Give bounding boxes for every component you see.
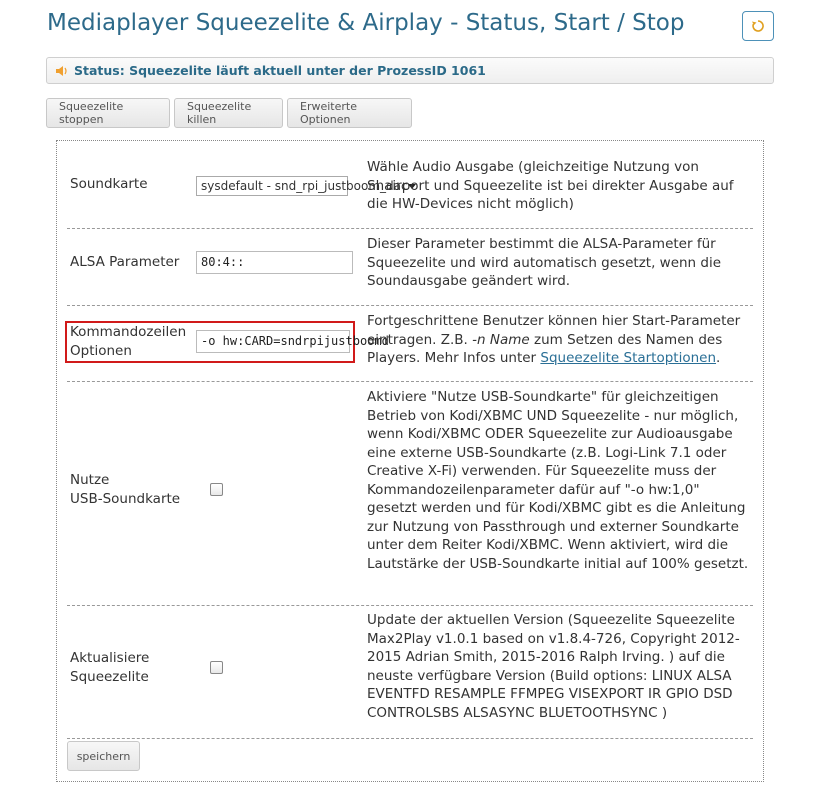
alsa-description: Dieser Parameter bestimmt die ALSA-Parameter für Squeezelite und wird automatisch gesetzt, wenn die Soundausgabe geändert wird. [367, 236, 722, 289]
cmdline-desc-text: Fortgeschrittene Benutzer können hier Start-Parameter eintragen. Z.B. [367, 313, 741, 348]
alsa-label: ALSA Parameter [70, 254, 180, 270]
settings-form [56, 140, 764, 782]
row-cmdline [67, 306, 753, 382]
refresh-button[interactable] [742, 11, 774, 41]
usb-label-line2: USB-Soundkarte [70, 491, 181, 507]
cmdline-desc-text2: zum Setzen des Namen des Players. Mehr Infos unter [367, 331, 723, 366]
save-button[interactable]: speichern [67, 741, 140, 771]
cmdline-description [367, 312, 753, 368]
update-squeezelite-checkbox[interactable] [210, 661, 223, 674]
usb-soundcard-checkbox[interactable] [210, 483, 223, 496]
usb-label-line1: Nutze [70, 472, 110, 488]
action-buttons [46, 98, 412, 128]
kill-squeezelite-button[interactable]: Squeezelite killen [174, 98, 283, 128]
soundcard-label: Soundkarte [70, 176, 148, 192]
status-text: Status: Squeezelite läuft aktuell unter der ProzessID 1061 [74, 63, 486, 78]
update-description: Update der aktuellen Version (Squeezelite Squeezelite Max2Play v1.0.1 based on v1.8.4-726, Copyright 2012-2015 Adrian Smith, 2015-2016 Ralph Irving. ) auf die neuste verfügbare Version (Build options: LINUX ALSA EVENTFD RESAMPLE FFMPEG VISEXPORT IR GPIO DSD CONTROLSBS ALSASYNC BLUETOOTHSYNC ) [367, 612, 740, 721]
row-soundcard [67, 151, 753, 229]
usb-description: Aktiviere "Nutze USB-Soundkarte" für gleichzeitigen Betrieb von Kodi/XBMC UND Squeezelite - nur möglich, wenn Kodi/XBMC ODER Squeezelite zur Audioausgabe eine externe USB-Soundkarte (z.B. Logi-Link 7.1 oder Creative X-Fi) verwenden. Für Squeezelite muss der Kommandozeilenparameter dafür auf "-o hw:1,0" gesetzt werden und für Kodi/XBMC gibt es die Anleitung zur Nutzung von Passthrough und externer Soundkarte unter dem Reiter Kodi/XBMC. Wenn aktiviert, wird die Lautstärke der USB-Soundkarte initial auf 100% gesetzt. [367, 389, 749, 572]
cmdline-desc-end: . [716, 350, 721, 366]
advanced-options-button[interactable]: Erweiterte Optionen [287, 98, 412, 128]
refresh-icon [751, 19, 765, 33]
row-usb [67, 382, 753, 606]
page-title: Mediaplayer Squeezelite & Airplay - Status, Start / Stop [47, 10, 685, 36]
alsa-input[interactable]: 80:4:: [196, 251, 353, 274]
update-label-line1: Aktualisiere [70, 650, 150, 666]
startoptions-link[interactable]: Squeezelite Startoptionen [540, 350, 717, 366]
soundcard-select[interactable] [196, 176, 408, 196]
cmdline-label-line2: Optionen [70, 343, 132, 359]
soundcard-description: Wähle Audio Ausgabe (gleichzeitige Nutzung von Shairport und Squeezelite ist bei direkter Ausgabe auf die HW-Devices nicht möglich) [367, 159, 734, 212]
soundcard-select-value: sysdefault - snd_rpi_justboom_dac [201, 179, 408, 193]
stop-squeezelite-button[interactable]: Squeezelite stoppen [46, 98, 170, 128]
cmdline-label-line1: Kommandozeilen [70, 324, 187, 340]
speaker-icon [55, 65, 69, 77]
cmdline-desc-italic: -n Name [472, 331, 530, 348]
row-update [67, 606, 753, 739]
row-alsa [67, 229, 753, 306]
update-label-line2: Squeezelite [70, 669, 149, 685]
cmdline-input[interactable]: -o hw:CARD=sndrpijustboomd [196, 330, 350, 353]
status-bar [46, 57, 774, 84]
